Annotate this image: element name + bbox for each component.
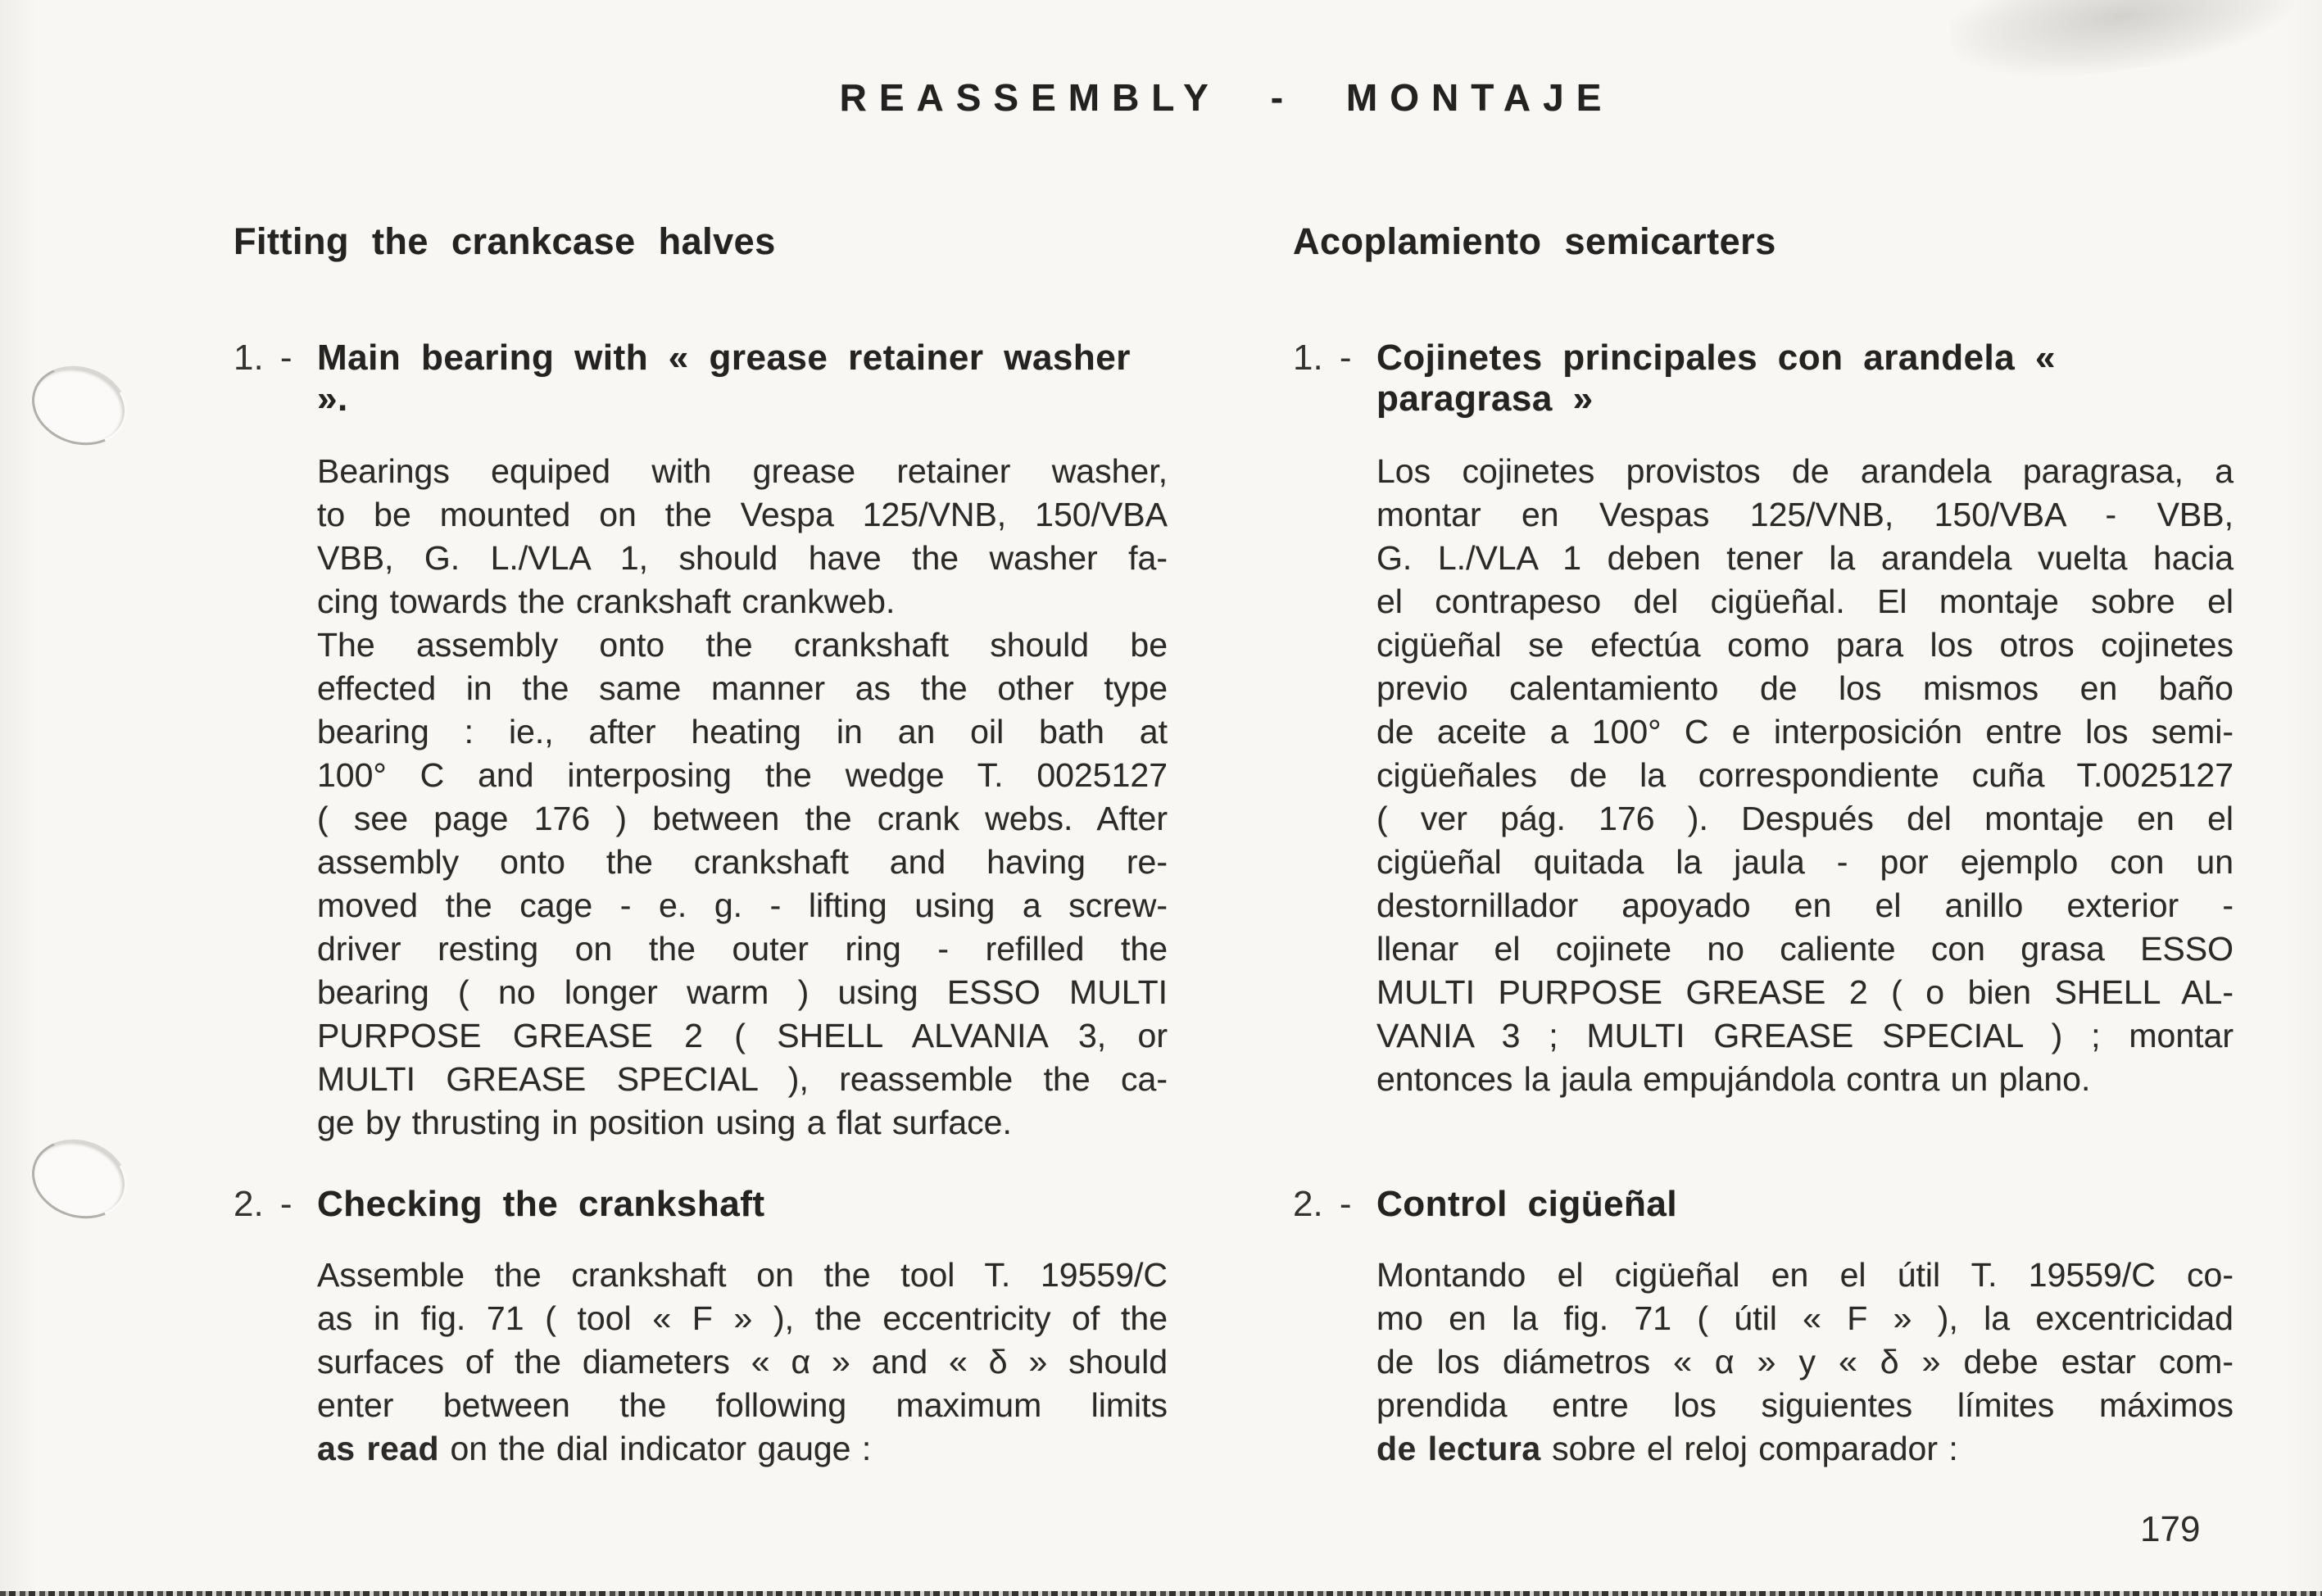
final-line-rest: on the dial indicator gauge : xyxy=(439,1430,872,1467)
section-main-bearing-title xyxy=(234,338,1168,419)
section-number: 1. - xyxy=(1293,338,1352,378)
section-number: 2. - xyxy=(1293,1184,1352,1224)
section-title-text: Checking the crankshaft xyxy=(317,1184,765,1224)
spanish-column-heading: Acoplamiento semicarters xyxy=(1293,220,1776,262)
section-checking-crankshaft-body xyxy=(317,1254,1168,1471)
section-control-ciguenal-body xyxy=(1376,1254,2234,1471)
hole-punch-top xyxy=(21,354,137,457)
paragraph: Los cojinetes provistos de arandela paragrasa, a montar en Vespas 125/VNB, 150/VBA - VBB, G. L./VLA 1 deben tener la arandela vuelta hacia el contrapeso del cigüeñal. El montaje sobre el cigüeñal se efectúa como para los otros cojinetes previo calentamiento de los mismos en baño de aceite a 100° C e interposición entre los semi- cigüeñales de la correspondiente cuña T.0025127 ( ver pág. 176 ). Después del montaje en el cigüeñal quitada la jaula - por ejemplo con un destornillador apoyado en el anillo exterior - llenar el cojinete no caliente con grasa ESSO MULTI PURPOSE GREASE 2 ( o bien SHELL AL- VANIA 3 ; MULTI GREASE SPECIAL ) ; montar entonces la jaula empujándola contra un plano. xyxy=(1376,452,2234,1098)
bold-phrase: de lectura xyxy=(1376,1430,1541,1467)
section-title-text: Control cigüeñal xyxy=(1376,1184,1678,1224)
section-main-bearing xyxy=(234,338,1168,1145)
paragraph: Assemble the crankshaft on the tool T. 19559/C as in fig. 71 ( tool « F » ), the eccentricity of the surfaces of the diameters « α » and « δ » should enter between the following maximum limits xyxy=(317,1256,1168,1424)
page-title: REASSEMBLY - MONTAJE xyxy=(839,76,1614,119)
section-checking-crankshaft xyxy=(234,1184,1168,1471)
section-number: 1. - xyxy=(234,338,293,378)
hole-punch-bottom xyxy=(21,1127,137,1231)
scan-bottom-edge xyxy=(0,1591,2322,1596)
section-cojinetes-body xyxy=(1376,450,2234,1101)
paragraph: Montando el cigüeñal en el útil T. 19559/C co- mo en la fig. 71 ( útil « F » ), la excentricidad de los diámetros « α » y « δ » debe estar com- prendida entre los siguientes límites máximos xyxy=(1376,1256,2234,1424)
page-number: 179 xyxy=(2140,1509,2201,1549)
spanish-column xyxy=(1293,221,2234,1532)
section-control-ciguenal xyxy=(1293,1184,2234,1471)
section-checking-crankshaft-title xyxy=(234,1184,1168,1225)
paragraph-final-line xyxy=(1376,1427,2234,1471)
section-main-bearing-body xyxy=(317,450,1168,1145)
section-cojinetes-title xyxy=(1293,338,2234,419)
section-cojinetes xyxy=(1293,338,2234,1101)
english-column xyxy=(234,221,1168,1532)
paragraph: Bearings equiped with grease retainer washer, to be mounted on the Vespa 125/VNB, 150/VBA VBB, G. L./VLA 1, should have the washer fa- cing towards the crankshaft crankweb. xyxy=(317,452,1168,620)
section-number: 2. - xyxy=(234,1184,293,1224)
section-title-text: Cojinetes principales con arandela « paragrasa » xyxy=(1376,338,2056,419)
bold-phrase: as read xyxy=(317,1430,440,1467)
paragraph-final-line xyxy=(317,1427,1168,1471)
section-title-text: Main bearing with « grease retainer washer ». xyxy=(317,338,1131,419)
final-line-rest: sobre el reloj comparador : xyxy=(1540,1430,1958,1467)
section-control-ciguenal-title xyxy=(1293,1184,2234,1225)
paragraph: The assembly onto the crankshaft should be effected in the same manner as the other type bearing : ie., after heating in an oil bath at 100° C and interposing the wedge T. 0025127 ( see page 176 ) between the crank webs. After assembly onto the crankshaft and having re- moved the cage - e. g. - lifting using a screw- driver resting on the outer ring - refilled the bearing ( no longer warm ) using ESSO MULTI PURPOSE GREASE 2 ( SHELL ALVANIA 3, or MULTI GREASE SPECIAL ), reassemble the ca- ge by thrusting in position using a flat surface. xyxy=(317,626,1168,1141)
english-column-heading: Fitting the crankcase halves xyxy=(234,220,776,262)
